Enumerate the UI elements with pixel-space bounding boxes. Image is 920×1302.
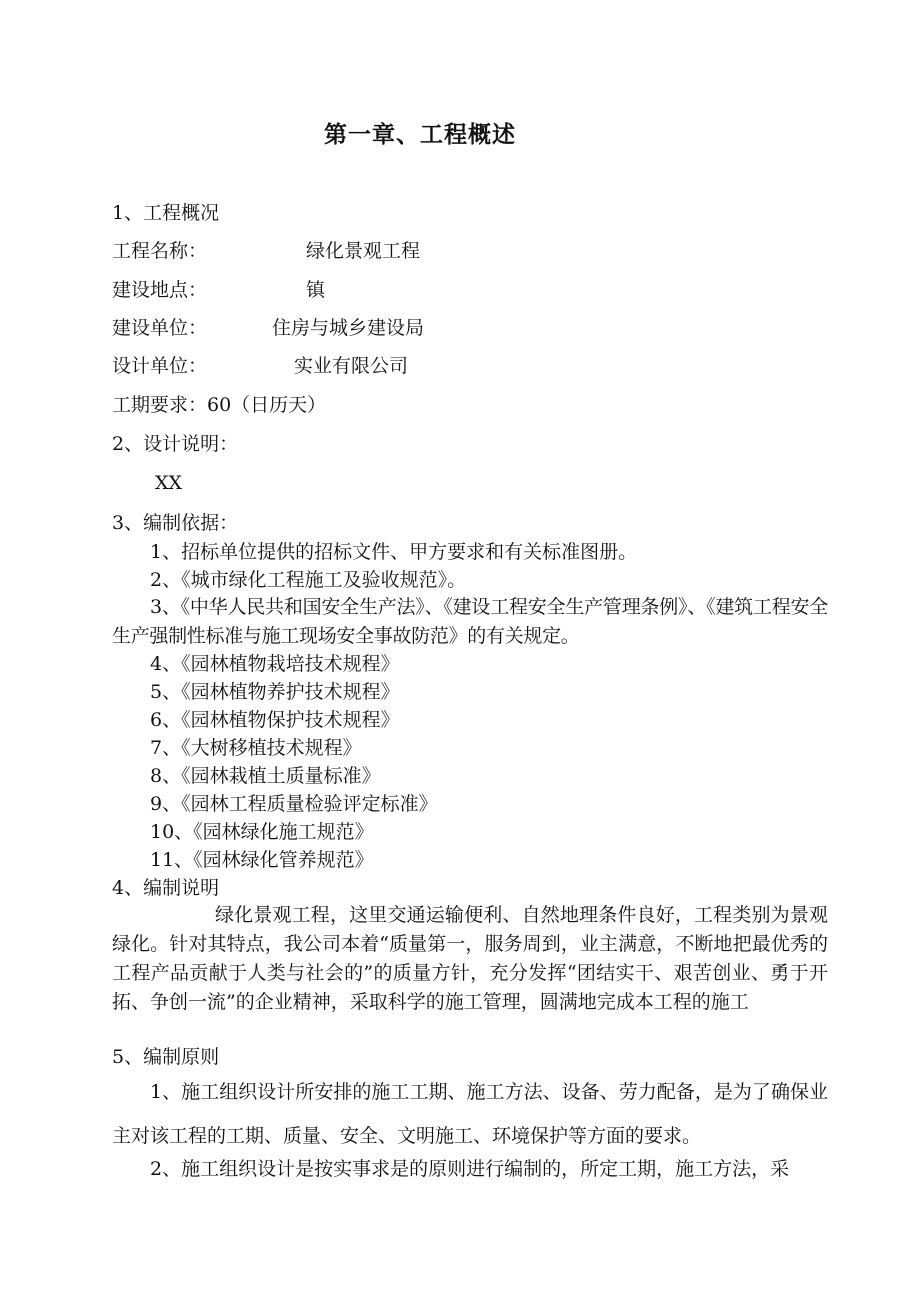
chapter-title: 第一章、工程概述 <box>324 121 516 148</box>
field-label: 建设地点： <box>112 279 208 301</box>
field-label: 设计单位： <box>112 355 208 377</box>
section-3-heading: 3、编制依据： <box>112 512 239 534</box>
field-design-unit <box>112 354 812 378</box>
design-note-content: XX <box>155 472 183 494</box>
principle-item: 2、施工组织设计是按实事求是的原则进行编制的，所定工期，施工方法，采 <box>150 1158 790 1180</box>
basis-item: 6、《园林植物保护技术规程》 <box>150 709 400 731</box>
section-2-heading: 2、设计说明： <box>112 433 239 455</box>
field-build-unit <box>112 316 812 340</box>
basis-item: 11、《园林绿化管养规范》 <box>150 849 374 871</box>
field-value: 实业有限公司 <box>294 355 409 377</box>
section-1-heading: 1、工程概况 <box>112 202 220 224</box>
field-project-name <box>112 239 812 263</box>
basis-item: 10、《园林绿化施工规范》 <box>150 821 374 843</box>
field-period: 工期要求：60（日历天） <box>112 394 327 416</box>
principle-item: 1、施工组织设计所安排的施工工期、施工方法、设备、劳力配备，是为了确保业主对该工程的工期、质量、安全、文明施工、环境保护等方面的要求。 <box>112 1081 828 1147</box>
section-5-heading: 5、编制原则 <box>112 1046 220 1068</box>
field-label: 工程名称： <box>112 240 208 262</box>
section-4-heading: 4、编制说明 <box>112 877 220 899</box>
field-label: 建设单位： <box>112 317 208 339</box>
field-value: 镇 <box>306 279 326 301</box>
field-value: 住房与城乡建设局 <box>272 317 425 339</box>
compile-description-paragraph: 绿化景观工程，这里交通运输便利、自然地理条件良好，工程类别为景观绿化。针对其特点，我公司本着“质量第一，服务周到，业主满意，不断地把最优秀的工程产品贡献于人类与社会的”的质量方针，充分发挥“团结实干、艰苦创业、勇于开拓、争创一流”的企业精神，采取科学的施工管理，圆满地完成本工程的施工 <box>112 904 828 1013</box>
basis-item: 2、《城市绿化工程施工及验收规范》。 <box>150 569 467 591</box>
field-build-location <box>112 278 812 302</box>
basis-item: 7、《大树移植技术规程》 <box>150 737 362 759</box>
basis-item: 1、招标单位提供的招标文件、甲方要求和有关标准图册。 <box>150 541 638 563</box>
basis-item: 4、《园林植物栽培技术规程》 <box>150 653 400 675</box>
basis-item: 3、《中华人民共和国安全生产法》、《建设工程安全生产管理条例》、《建筑工程安全生产强制性标准与施工现场安全事故防范》的有关规定。 <box>112 596 828 647</box>
basis-item: 5、《园林植物养护技术规程》 <box>150 681 400 703</box>
basis-item: 9、《园林工程质量检验评定标准》 <box>150 793 438 815</box>
field-value: 绿化景观工程 <box>306 240 421 262</box>
basis-item: 8、《园林栽植土质量标准》 <box>150 765 381 787</box>
